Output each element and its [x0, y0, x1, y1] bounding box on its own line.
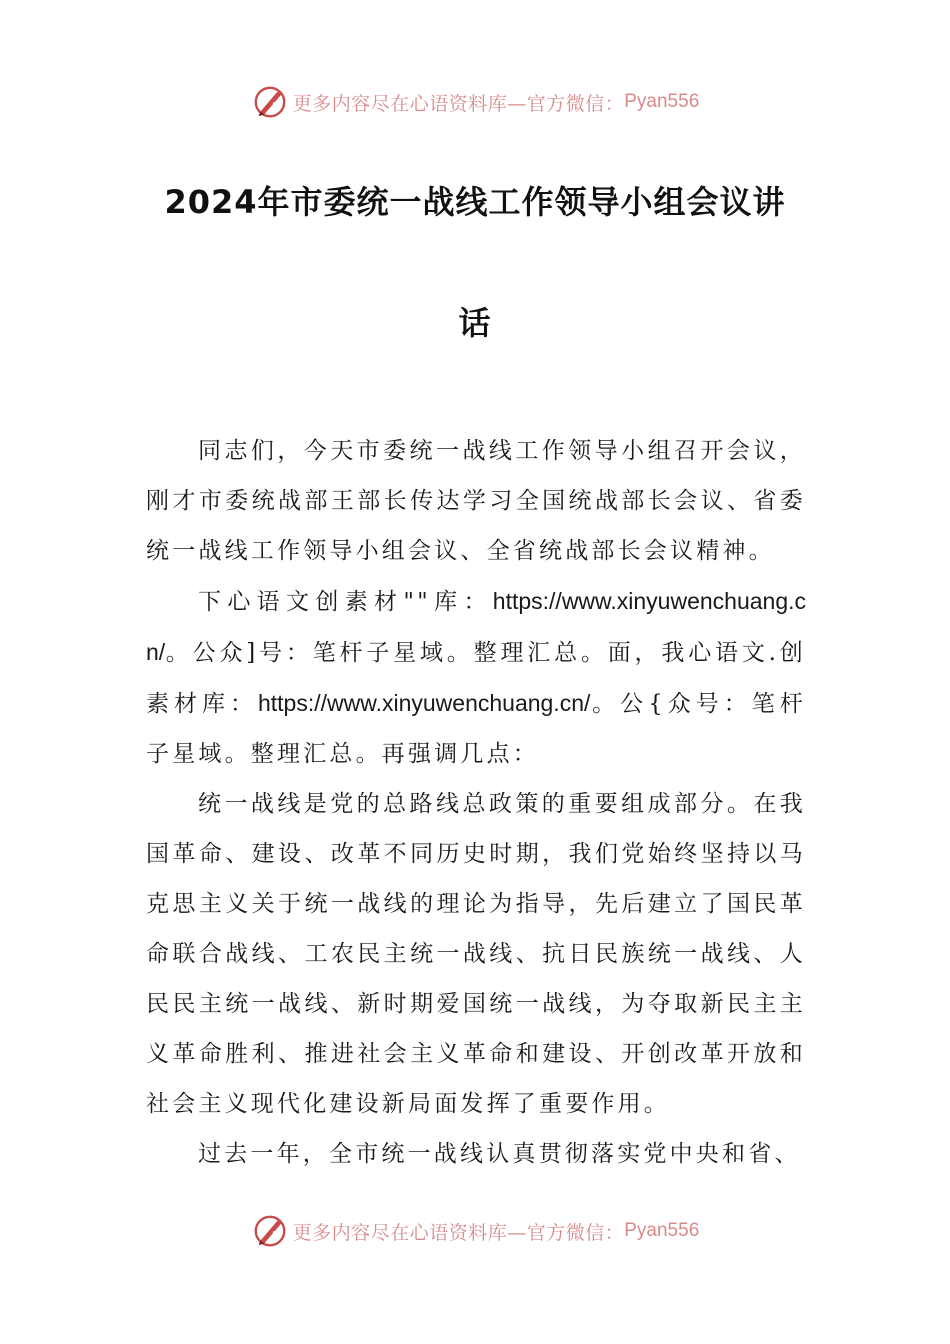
footer-watermark-banner	[0, 1209, 950, 1253]
footer-banner-text: 更多内容尽在心语资料库—官方微信：	[292, 1221, 625, 1244]
document-body	[146, 426, 806, 1179]
paragraph-3: 统一战线是党的总路线总政策的重要组成部分。在我国革命、建设、改革不同历史时期，我们党始终坚持以马克思主义关于统一战线的理论为指导，先后建立了国民革命联合战线、工农民主统一战线、抗日民族统一战线、人民民主统一战线、新时期爱国统一战线，为夺取新民主主义革命胜利、推进社会主义革命和建设、开创改革开放和社会主义现代化建设新局面发挥了重要作用。	[146, 791, 806, 1117]
paragraph-4: 过去一年，全市统一战线认真贯彻落实党中央和省、	[198, 1141, 801, 1167]
document-title-line-1: 2024年市委统一战线工作领导小组会议讲	[164, 183, 786, 221]
paragraph-2	[146, 576, 806, 779]
pen-logo-icon	[251, 1212, 289, 1250]
paragraph-1: 同志们，今天市委统一战线工作领导小组召开会议，刚才市委统战部王部长传达学习全国统战部长会议、省委统一战线工作领导小组会议、全省统战部长会议精神。	[146, 438, 806, 564]
header-banner-text: 更多内容尽在心语资料库—官方微信：	[292, 92, 625, 115]
header-wechat-id: Pyan556	[624, 91, 700, 112]
paragraph-2-url-2: https://www.xinyuwenchuang.cn/	[257, 690, 591, 716]
paragraph-2-part-b: 。公众]号：笔杆子星域。整理汇总。面，我心语文.创素材库：	[146, 640, 806, 717]
paragraph-2-part-c: 。公{众号：笔杆子星域。整理汇总。再强调几点：	[146, 691, 806, 767]
document-title-line-2: 话	[458, 304, 492, 342]
footer-wechat-id: Pyan556	[624, 1220, 700, 1241]
header-watermark-banner	[0, 80, 950, 124]
paragraph-2-part-a: 下心语文创素材""库：	[198, 589, 493, 615]
pen-logo-icon	[251, 83, 289, 121]
paragraph-2-url-1: https://www.xinyuwenchuang.cn/	[146, 588, 806, 665]
